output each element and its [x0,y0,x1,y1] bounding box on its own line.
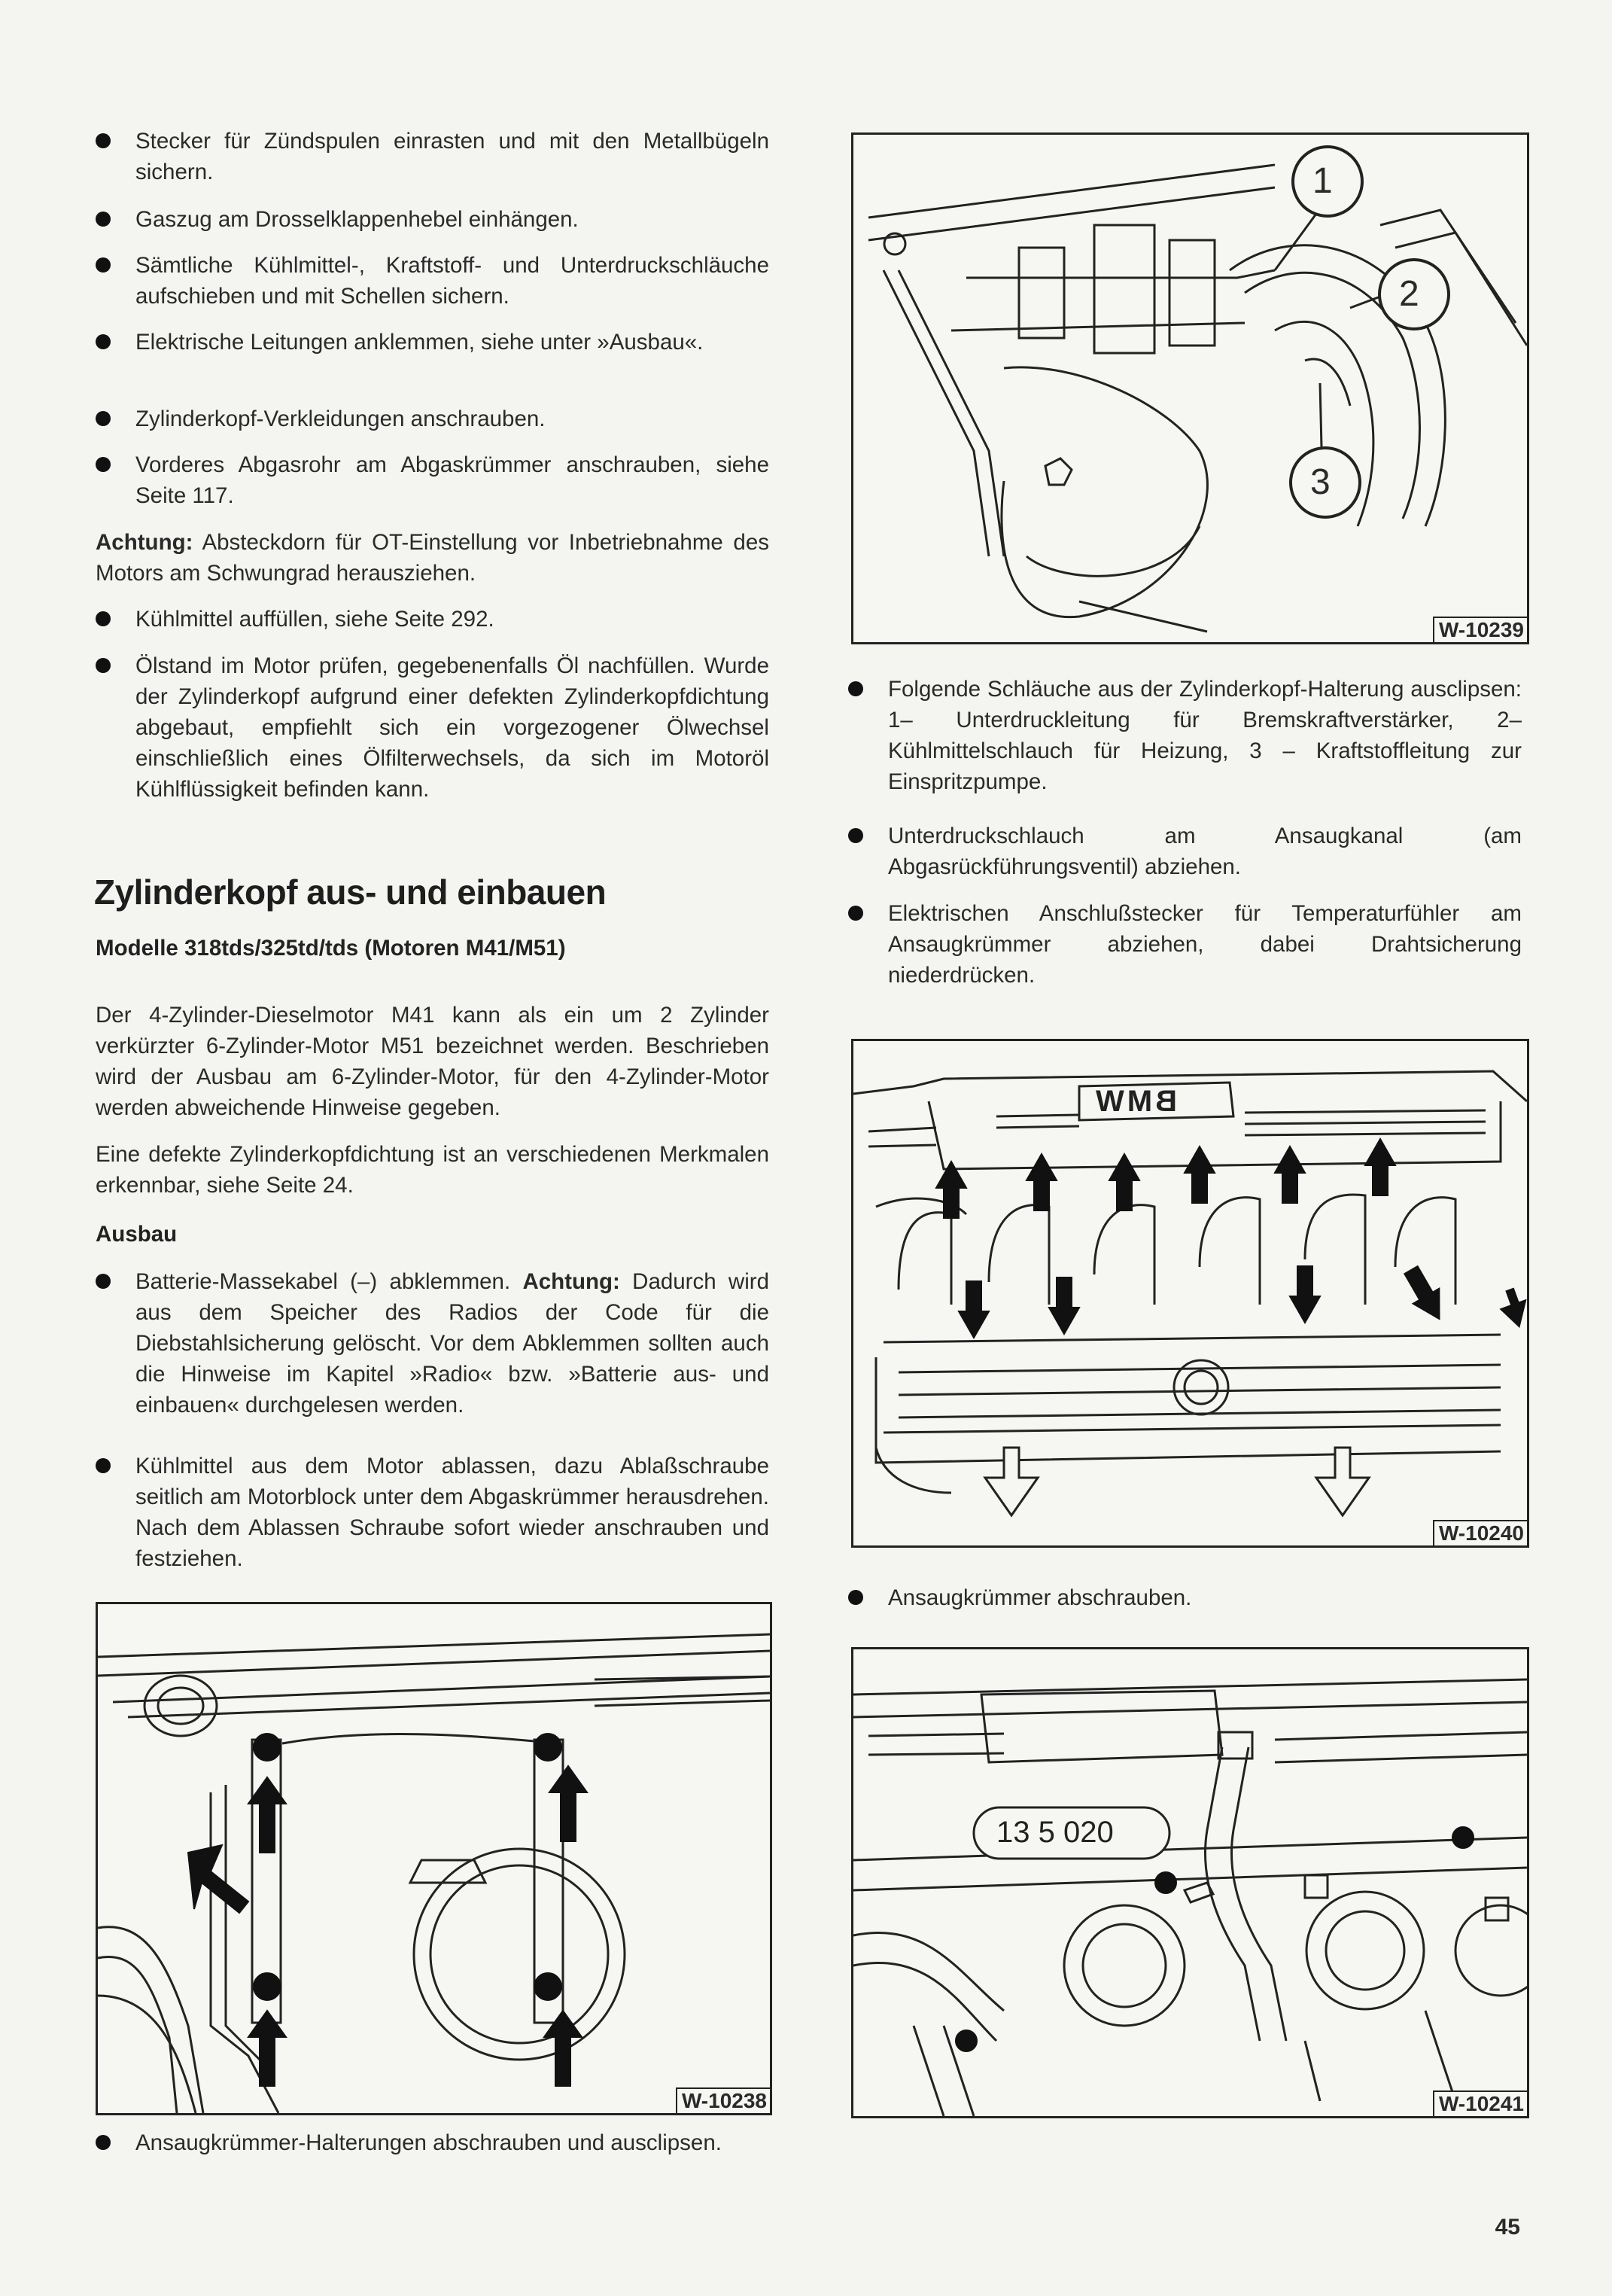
manifold-tool-illustration [853,1649,1527,2116]
caption-w10240: Ansaugkrümmer abschrauben. [888,1582,1522,1613]
bullet-schlaeuche-ausclipsen: Folgende Schläuche aus der Zylinderkopf-Halterung ausclipsen: 1– Unterdruckleitung für Bremskraftverstärker, 2– Kühlmittelschlauch für Heizung, 3 – Kraftstoffleitung zur Einspritzpumpe. [888,674,1522,797]
achtung-text: Absteckdorn für OT-Einstellung vor Inbetriebnahme des Motors am Schwungrad herausziehen. [96,530,769,586]
intake-bracket-illustration [98,1604,770,2113]
callout-2: 2 [1399,274,1419,314]
bullet-gaszug: Gaszug am Drosselklappenhebel einhängen. [135,204,769,235]
figure-label-w10241: W-10241 [1433,2090,1527,2116]
callout-1: 1 [1312,161,1333,201]
bullet-verkleidungen: Zylinderkopf-Verkleidungen anschrauben. [135,403,769,434]
ausbau-heading: Ausbau [96,1222,178,1247]
figure-w10240 [851,1039,1529,1548]
batterie-achtung-label: Achtung: [522,1269,620,1294]
figure-label-w10240: W-10240 [1433,1520,1527,1545]
bullet-leitungen: Elektrische Leitungen anklemmen, siehe unter »Ausbau«. [135,327,769,358]
bullet-abgasrohr: Vorderes Abgasrohr am Abgaskrümmer anschrauben, siehe Seite 117. [135,449,769,511]
bullet-kuehlmittel: Kühlmittel auffüllen, siehe Seite 292. [135,604,769,635]
caption-w10238: Ansaugkrümmer-Halterungen abschrauben und ausclipsen. [135,2127,769,2158]
section-title: Zylinderkopf aus- und einbauen [94,872,607,912]
figure-label-w10238: W-10238 [676,2087,770,2113]
section-subtitle: Modelle 318tds/325td/tds (Motoren M41/M51) [96,936,566,961]
batterie-text: Batterie-Massekabel (–) abklemmen. [135,1269,511,1294]
bullet-anschlussstecker: Elektrischen Anschlußstecker für Temperaturfühler am Ansaugkrümmer abziehen, dabei Drahtsicherung niederdrücken. [888,898,1522,991]
intake-manifold-illustration [853,1041,1527,1545]
bullet-batterie [135,1266,769,1421]
callout-3: 3 [1310,462,1331,502]
bullet-oelstand: Ölstand im Motor prüfen, gegebenenfalls Öl nachfüllen. Wurde der Zylinderkopf aufgrund einer defekten Zylinderkopfdichtung abgebaut, empfiehlt sich ein vorgezogener Ölwechsel einschließlich eines Ölfilterwechsels, da sich im Motoröl Kühlflüssigkeit befinden kann. [135,650,769,805]
achtung-label: Achtung: [96,530,193,555]
figure-label-w10239: W-10239 [1433,617,1527,642]
figure-w10239 [851,132,1529,644]
bullet-schlaeuche: Sämtliche Kühlmittel-, Kraftstoff- und Unterdruckschläuche aufschieben und mit Schellen sichern. [135,250,769,312]
tool-number: 13 5 020 [996,1816,1114,1849]
bullet-zuendspulen: Stecker für Zündspulen einrasten und mit den Metallbügeln sichern. [135,126,769,187]
bullet-unterdruckschlauch: Unterdruckschlauch am Ansaugkanal (am Abgasrückführungsventil) abziehen. [888,821,1522,882]
page-number: 45 [1495,2215,1520,2240]
intro-paragraph-1: Der 4-Zylinder-Dieselmotor M41 kann als ein um 2 Zylinder verkürzter 6-Zylinder-Motor M51 bezeichnet werden. Beschrieben wird der Ausbau am 6-Zylinder-Motor, für den 4-Zylinder-Motor werden abweichende Hinweise gegeben. [96,1003,769,1120]
hose-bracket-illustration [853,135,1527,642]
bullet-kuehlmittel-ablassen: Kühlmittel aus dem Motor ablassen, dazu Ablaßschraube seitlich am Motorblock unter dem Abgaskrümmer herausdrehen. Nach dem Ablassen Schraube sofort wieder anschrauben und festziehen. [135,1451,769,1574]
engine-brand-text: BMW [1093,1085,1177,1118]
batterie-achtung-text: Dadurch wird aus dem Speicher des Radios der Code für die Diebstahlsicherung gelöscht. Vor dem Abklemmen sollten auch die Hinweise im Kapitel »Radio« bzw. »Batterie aus- und einbauen« durchgelesen werden. [135,1269,769,1417]
achtung-note [96,527,769,589]
intro-paragraph-2: Eine defekte Zylinderkopfdichtung ist an verschiedenen Merkmalen erkennbar, siehe Seite 24. [96,1142,769,1198]
figure-w10238 [96,1602,772,2115]
figure-w10241 [851,1647,1529,2118]
